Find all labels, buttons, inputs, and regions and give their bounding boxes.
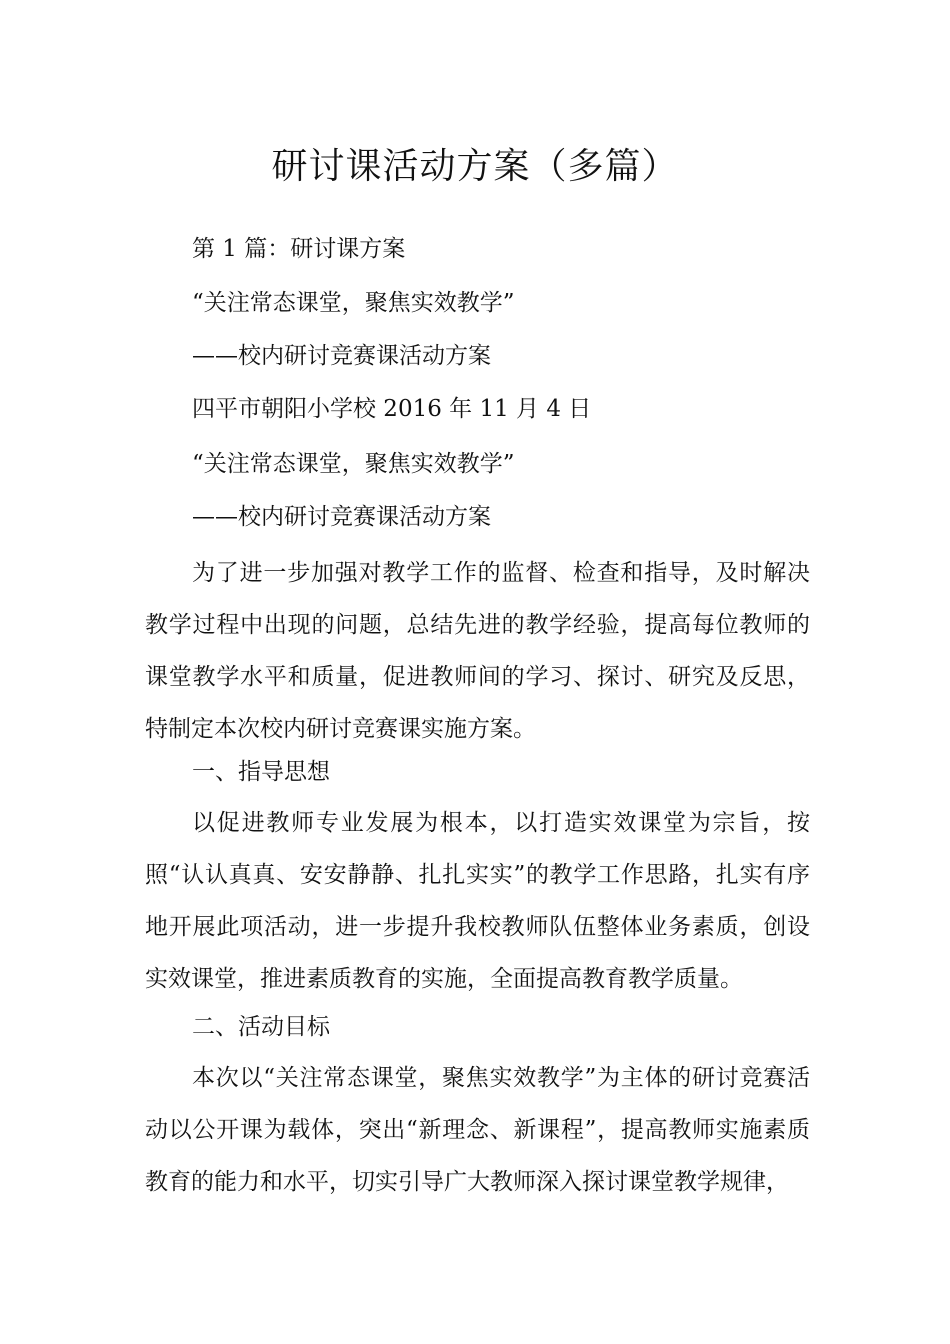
section-heading-guiding-ideology: 一、指导思想 xyxy=(192,759,330,785)
activity-theme-repeat: “关注常态课堂，聚焦实效教学” xyxy=(192,451,515,477)
document-title: 研讨课活动方案（多篇） xyxy=(271,146,679,188)
activity-subtitle-repeat: ——校内研讨竞赛课活动方案 xyxy=(192,504,491,530)
chapter-heading: 第 1 篇：研讨课方案 xyxy=(192,236,406,262)
school-date-line: 四平市朝阳小学校 2016 年 11 月 4 日 xyxy=(192,396,592,422)
activity-theme: “关注常态课堂，聚焦实效教学” xyxy=(192,290,515,316)
intro-paragraph: 为了进一步加强对教学工作的监督、检查和指导，及时解决教学过程中出现的问题，总结先进的教学经验，提高每位教师的课堂教学水平和质量，促进教师间的学习、探讨、研究及反思，特制定本次校内研讨竞赛课实施方案。 xyxy=(145,560,810,742)
guiding-ideology-paragraph: 以促进教师专业发展为根本，以打造实效课堂为宗旨，按照“认认真真、安安静静、扎扎实实”的教学工作思路，扎实有序地开展此项活动，进一步提升我校教师队伍整体业务素质，创设实效课堂，推进素质教育的实施，全面提高教育教学质量。 xyxy=(145,810,810,992)
section-heading-activity-goals: 二、活动目标 xyxy=(192,1014,330,1040)
activity-subtitle: ——校内研讨竞赛课活动方案 xyxy=(192,343,491,369)
activity-goals-paragraph: 本次以“关注常态课堂，聚焦实效教学”为主体的研讨竞赛活动以公开课为载体，突出“新理念、新课程”，提高教师实施素质教育的能力和水平，切实引导广大教师深入探讨课堂教学规律， xyxy=(145,1065,810,1195)
